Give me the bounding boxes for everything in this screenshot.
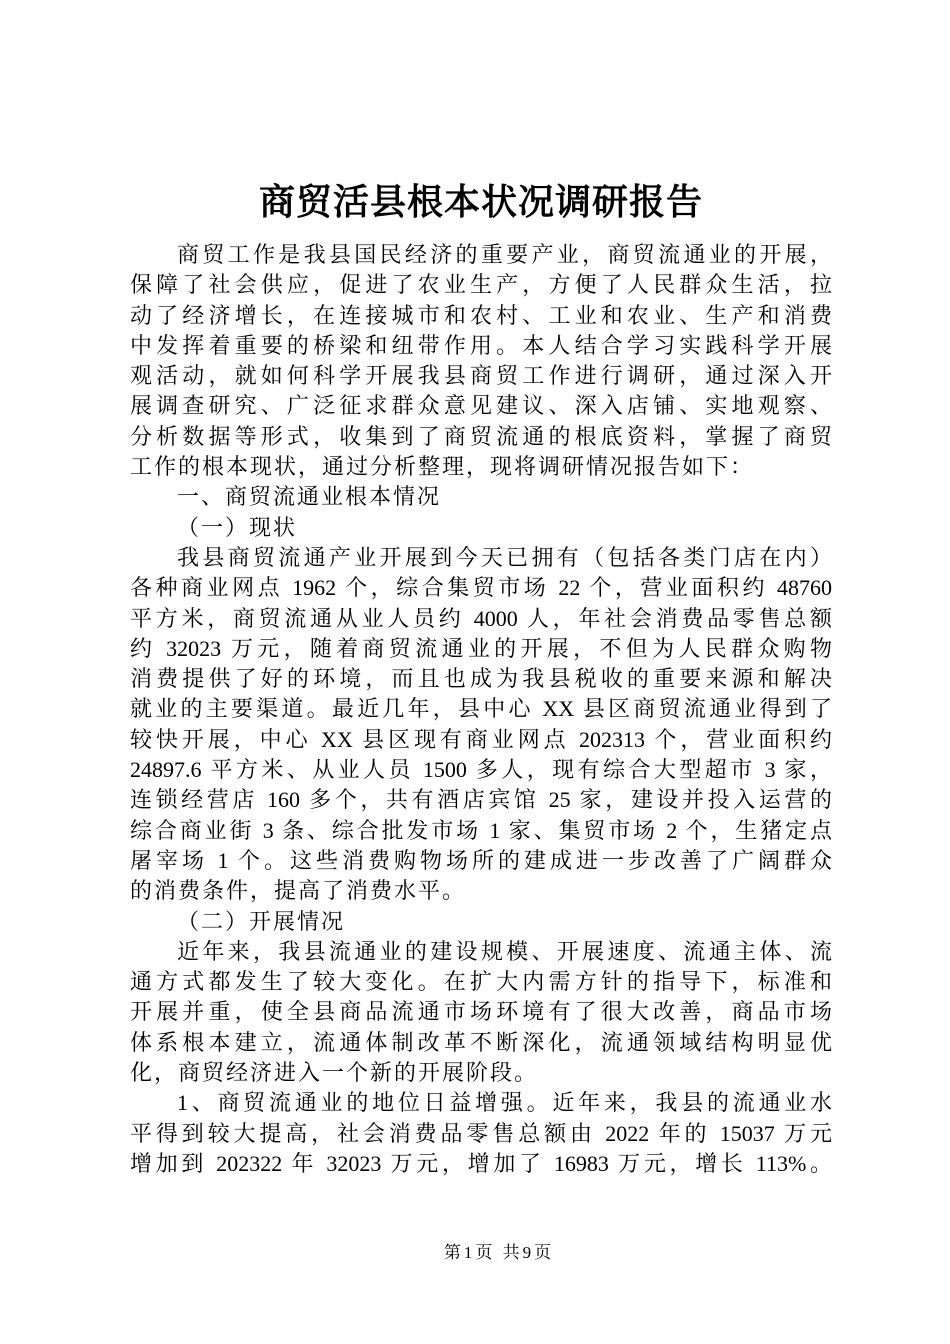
text-line: 我县商贸流通产业开展到今天已拥有（包括各类门店在内）: [177, 544, 832, 570]
text-line: 平得到较大提高，社会消费品零售总额由 2022 年的 15037 万元: [130, 1120, 832, 1146]
text-line: 展调查研究、广泛征求群众意见建议、深入店铺、实地观察、: [130, 393, 832, 419]
text-line: 就业的主要渠道。最近几年，县中心 XX 县区商贸流通业得到了: [130, 696, 832, 722]
text-line: 商贸工作是我县国民经济的重要产业，商贸流通业的开展，: [177, 242, 832, 267]
text-line: 一、商贸流通业根本情况: [177, 484, 442, 510]
text-line: 消费提供了好的环境，而且也成为我县税收的重要来源和解决: [130, 666, 832, 692]
text-line: 的消费条件，提高了消费水平。: [130, 878, 467, 904]
text-line: 化，商贸经济进入一个新的开展阶段。: [130, 1060, 539, 1086]
text-line: 约 32023 万元，随着商贸流通业的开展，不但为人民群众购物: [130, 635, 832, 661]
text-line: 平方米，商贸流通从业人员约 4000 人，年社会消费品零售总额: [130, 605, 832, 631]
text-line: 近年来，我县流通业的建设规模、开展速度、流通主体、流: [177, 938, 832, 964]
page-number-label: 第1页 共9页: [443, 1243, 555, 1262]
text-line: 1、商贸流通业的地位日益增强。近年来，我县的流通业水: [177, 1090, 832, 1116]
text-line: 工作的根本现状，通过分析整理，现将调研情况报告如下：: [130, 454, 755, 480]
text-line: 24897.6 平方米、从业人员 1500 多人，现有综合大型超市 3 家，: [130, 757, 832, 783]
text-line: 开展并重，使全县商品流通市场环境有了很大改善，商品市场: [130, 999, 832, 1025]
text-line: 保障了社会供应，促进了农业生产，方便了人民群众生活，拉: [130, 272, 832, 298]
text-line: 分析数据等形式，收集到了商贸流通的根底资料，掌握了商贸: [130, 423, 832, 449]
text-line: 各种商业网点 1962 个，综合集贸市场 22 个，营业面积约 48760: [130, 575, 832, 601]
text-line: 连锁经营店 160 多个，共有酒店宾馆 25 家，建设并投入运营的: [130, 787, 832, 813]
text-line: 综合商业街 3 条、综合批发市场 1 家、集贸市场 2 个，生猪定点: [130, 817, 832, 843]
document-title: 商贸活县根本状况调研报告: [258, 182, 703, 222]
text-line: （一）现状: [177, 514, 298, 540]
text-line: 增加到 202322 年 32023 万元，增加了 16983 万元，增长 113%。: [130, 1150, 832, 1176]
text-line: 屠宰场 1 个。这些消费购物场所的建成进一步改善了广阔群众: [130, 847, 832, 873]
page-footer: [148, 1242, 850, 1264]
text-line: 体系根本建立，流通体制改革不断深化，流通领域结构明显优: [130, 1029, 832, 1055]
text-line: 中发挥着重要的桥梁和纽带作用。本人结合学习实践科学开展: [130, 332, 832, 358]
text-line: 观活动，就如何科学开展我县商贸工作进行调研，通过深入开: [130, 363, 832, 389]
text-line: （二）开展情况: [177, 908, 346, 934]
document-body: [130, 240, 832, 1179]
text-line: 动了经济增长，在连接城市和农村、工业和农业、生产和消费: [130, 302, 832, 328]
text-line: 较快开展，中心 XX 县区现有商业网点 202313 个，营业面积约: [130, 726, 832, 752]
text-line: 通方式都发生了较大变化。在扩大内需方针的指导下，标准和: [130, 969, 832, 995]
